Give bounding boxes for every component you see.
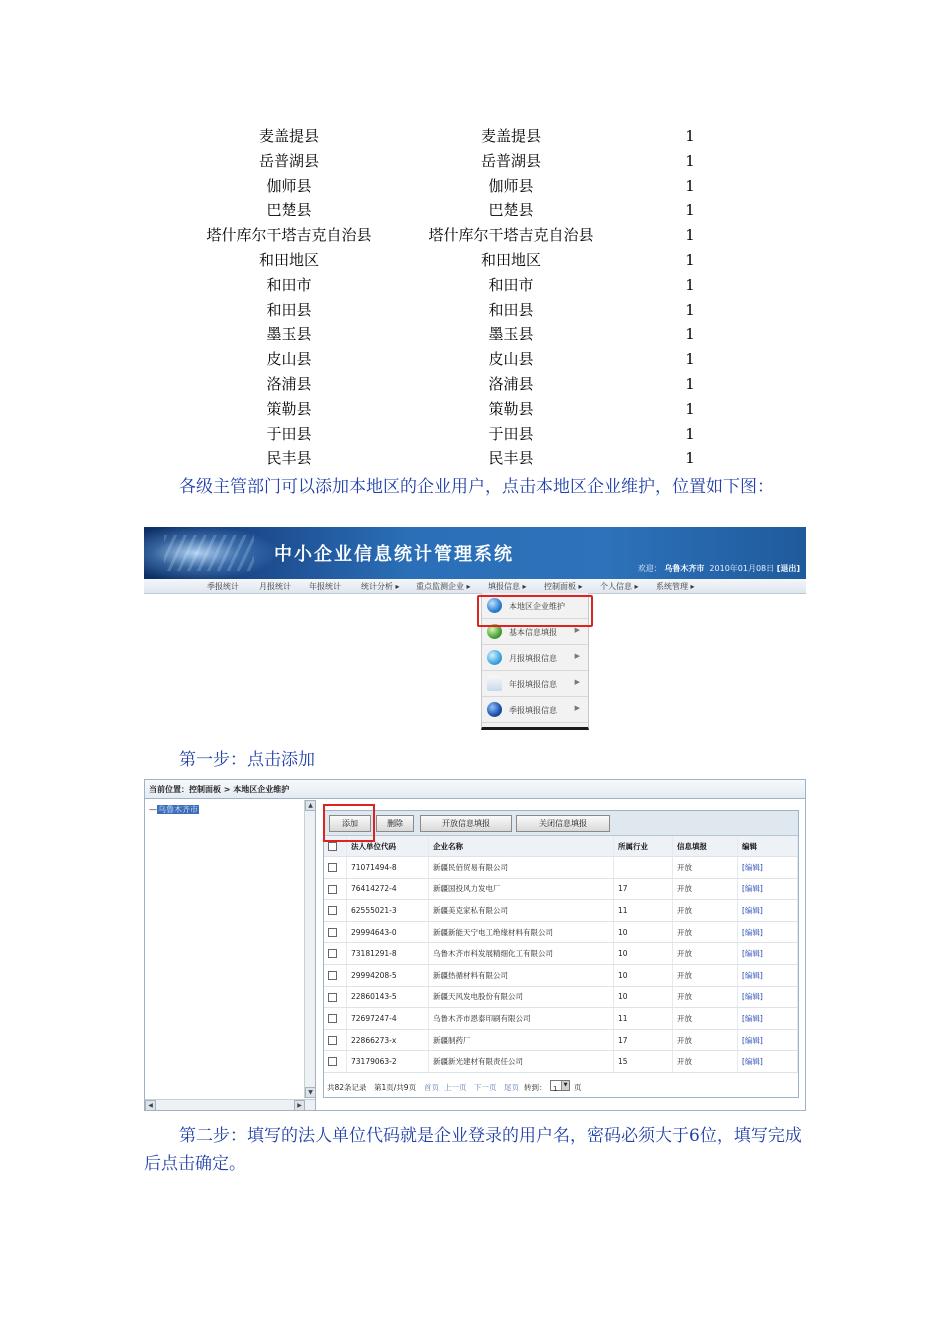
cell-name: 新疆民佰贸易有限公司 [429,857,614,879]
area-cell-region: 伽师县 [266,176,312,195]
area-cell-name: 和田地区 [480,250,541,269]
area-cell-name: 策勒县 [488,399,534,418]
welcome-bar: 欢迎： 乌鲁木齐市 2010年01月08日 [退出] [637,564,800,573]
record-count: 共82条记录 [327,1083,367,1092]
cell-name: 新疆热循材料有限公司 [429,964,614,986]
table-row[interactable] [324,921,798,943]
breadcrumb: 当前位置：控制面板 > 本地区企业维护 [145,780,805,799]
scroll-right-icon[interactable]: ▶ [294,1100,305,1111]
area-row [178,347,758,372]
cell-code: 73181291-8 [347,943,429,965]
cell-name: 新疆新能天宁电工绝缘材料有限公司 [429,921,614,943]
edit-link[interactable]: [编辑] [738,1051,798,1073]
cell-industry: 15 [614,1051,673,1073]
table-row[interactable] [324,986,798,1008]
dropdown-item-label: 年报填报信息 [509,680,557,689]
edit-link[interactable]: [编辑] [738,1029,798,1051]
cell-code: 22866273-x [347,1029,429,1051]
edit-link[interactable]: [编辑] [738,878,798,900]
area-cell-region: 策勒县 [266,399,312,418]
area-cell-region: 民丰县 [266,449,312,468]
area-cell-name: 伽师县 [488,176,534,195]
table-row[interactable] [324,857,798,879]
col-industry: 所属行业 [614,836,673,857]
area-cell-region: 洛浦县 [266,374,312,393]
cell-code: 76414272-4 [347,878,429,900]
cell-fill-status: 开放 [673,921,738,943]
tree-hscroll[interactable] [145,1099,315,1110]
scroll-down-icon[interactable]: ▼ [305,1087,316,1098]
area-row [178,174,758,199]
intro-paragraph: 各级主管部门可以添加本地区的企业用户，点击本地区企业维护，位置如下图： [179,477,774,497]
area-cell-region: 墨玉县 [266,325,312,344]
dropdown-item[interactable] [482,645,588,671]
cell-fill-status: 开放 [673,1051,738,1073]
next-page-link[interactable]: 下一页 [474,1083,497,1092]
close-fill-button[interactable]: 关闭信息填报 [516,815,610,832]
area-cell-name: 巴楚县 [488,201,534,220]
page-info: 第1页/共9页 [374,1083,417,1092]
cell-name: 新疆制药厂 [429,1029,614,1051]
row-checkbox[interactable] [324,1051,347,1073]
table-row[interactable] [324,1029,798,1051]
open-fill-button[interactable]: 开放信息填报 [420,815,512,832]
table-row[interactable] [324,1051,798,1073]
cell-name: 乌鲁木齐市科发展精细化工有限公司 [429,943,614,965]
area-cell-count: 1 [685,201,695,220]
cell-fill-status: 开放 [673,1008,738,1030]
prev-page-link[interactable]: 上一页 [444,1083,467,1092]
dropdown-item-label: 本地区企业维护 [509,602,565,611]
chevron-right-icon: ▶ [574,626,580,634]
app-banner [144,527,806,579]
last-page-link[interactable]: 尾页 [504,1083,519,1092]
dropdown-item-label: 基本信息填报 [509,628,557,637]
cell-fill-status: 开放 [673,857,738,879]
delete-button[interactable]: 删除 [376,815,414,832]
tree-vscroll[interactable] [304,800,315,1098]
cell-industry: 10 [614,943,673,965]
area-row [178,397,758,422]
area-cell-count: 1 [685,449,695,468]
edit-link[interactable]: [编辑] [738,857,798,879]
cell-code: 62555021-3 [347,900,429,922]
first-page-link[interactable]: 首页 [424,1083,439,1092]
row-checkbox[interactable] [324,921,347,943]
table-row[interactable] [324,900,798,922]
area-cell-name: 于田县 [488,424,534,443]
enterprise-table [324,836,798,1073]
pager [324,1079,798,1095]
app-title: 中小企业信息统计管理系统 [274,544,514,565]
area-row [178,198,758,223]
table-row[interactable] [324,878,798,900]
cell-industry: 10 [614,921,673,943]
area-cell-name: 洛浦县 [488,374,534,393]
nav-item[interactable]: 填报信息 ▸ [488,582,527,591]
nav-item[interactable]: 控制面板 ▸ [544,582,583,591]
area-row [178,372,758,397]
highlight-box [477,595,593,627]
area-row [178,223,758,248]
dropdown-item[interactable] [482,671,588,697]
page-unit: 页 [574,1083,582,1092]
area-cell-name: 和田县 [488,300,534,319]
cell-name: 新疆新光建材有限责任公司 [429,1051,614,1073]
area-row [178,248,758,273]
row-checkbox[interactable] [324,943,347,965]
cell-industry [614,857,673,879]
user-name: 乌鲁木齐市 [664,564,705,573]
goto-label: 转到： [524,1083,547,1092]
dropdown-item-label: 季报填报信息 [509,706,557,715]
cell-industry: 11 [614,900,673,922]
col-edit: 编辑 [738,836,798,857]
area-row [178,446,758,471]
row-checkbox[interactable] [324,878,347,900]
cell-industry: 17 [614,1029,673,1051]
cell-industry: 10 [614,986,673,1008]
row-checkbox[interactable] [324,986,347,1008]
area-cell-region: 皮山县 [266,350,312,369]
region-tree [145,800,316,1110]
area-cell-region: 麦盖提县 [258,127,319,145]
area-cell-count: 1 [685,374,695,393]
area-cell-count: 1 [685,127,695,145]
area-cell-count: 1 [685,275,695,294]
area-cell-count: 1 [685,424,695,443]
cell-fill-status: 开放 [673,986,738,1008]
area-cell-name: 和田市 [488,275,534,294]
area-cell-region: 和田地区 [258,250,319,269]
row-checkbox[interactable] [324,1008,347,1030]
area-cell-count: 1 [685,151,695,170]
area-table [178,124,758,471]
maintenance-screenshot [144,779,806,1111]
area-cell-region: 塔什库尔干塔吉克自治县 [206,226,372,245]
chevron-down-icon: ▼ [561,1081,569,1090]
row-checkbox[interactable] [324,1029,347,1051]
cell-code: 72697247-4 [347,1008,429,1030]
area-cell-name: 岳普湖县 [480,151,541,170]
firefox-icon [487,702,502,717]
toolbar [324,811,798,836]
row-checkbox[interactable] [324,857,347,879]
cell-name: 新疆美克家私有限公司 [429,900,614,922]
col-code: 法人单位代码 [347,836,429,857]
table-row[interactable] [324,943,798,965]
area-cell-region: 和田市 [266,275,312,294]
area-row [178,273,758,298]
area-cell-count: 1 [685,325,695,344]
col-fill-status: 信息填报 [673,836,738,857]
current-date: 2010年01月08日 [709,564,775,573]
scroll-up-icon[interactable]: ▲ [305,800,316,811]
menu-screenshot [144,527,806,729]
cell-code: 71071494-8 [347,857,429,879]
area-row [178,322,758,347]
chevron-right-icon: ▶ [574,704,580,712]
dropdown-item-label: 月报填报信息 [509,654,557,663]
cell-fill-status: 开放 [673,943,738,965]
table-row[interactable] [324,964,798,986]
main-nav [144,579,806,594]
area-row [178,298,758,323]
nav-item[interactable]: 统计分析 ▸ [361,582,400,591]
chevron-right-icon: ▶ [574,652,580,660]
area-cell-name: 麦盖提县 [480,127,541,145]
add-button[interactable]: 添加 [329,815,371,832]
area-cell-region: 于田县 [266,424,312,443]
edit-link[interactable]: [编辑] [738,943,798,965]
cell-fill-status: 开放 [673,1029,738,1051]
edit-link[interactable]: [编辑] [738,964,798,986]
edit-link[interactable]: [编辑] [738,900,798,922]
cell-fill-status: 开放 [673,878,738,900]
tree-node-root[interactable]: —乌鲁木齐市 [149,805,198,814]
card-icon [487,676,502,691]
cell-industry: 10 [614,964,673,986]
logout-link[interactable]: [退出] [776,564,800,573]
edit-link[interactable]: [编辑] [738,986,798,1008]
cell-industry: 11 [614,1008,673,1030]
cell-code: 22860143-5 [347,986,429,1008]
area-cell-name: 墨玉县 [488,325,534,344]
dropdown-item[interactable] [482,697,588,723]
area-cell-count: 1 [685,176,695,195]
area-cell-count: 1 [685,300,695,319]
nav-item[interactable]: 重点监测企业 ▸ [416,582,471,591]
cell-industry: 17 [614,878,673,900]
area-cell-name: 皮山县 [488,350,534,369]
step1-text: 第一步：点击添加 [179,750,315,770]
cell-fill-status: 开放 [673,900,738,922]
area-cell-name: 民丰县 [488,449,534,468]
area-cell-count: 1 [685,399,695,418]
area-cell-region: 和田县 [266,300,312,319]
area-cell-count: 1 [685,250,695,269]
enterprise-panel [323,810,799,1098]
add-highlight-box [323,804,375,842]
area-row [178,422,758,447]
area-cell-count: 1 [685,350,695,369]
cell-code: 29994643-0 [347,921,429,943]
chevron-right-icon: ▶ [574,678,580,686]
step2-text: 第二步：填写的法人单位代码就是企业登录的用户名，密码必须大于6位，填写完成后点击确定。 [144,1126,802,1174]
nav-item[interactable]: 月报统计 [259,582,291,591]
cell-name: 新疆国投风力发电厂 [429,878,614,900]
area-row [178,149,758,174]
cell-code: 29994208-5 [347,964,429,986]
area-cell-name: 塔什库尔干塔吉克自治县 [428,226,594,245]
area-cell-region: 岳普湖县 [258,151,319,170]
scroll-left-icon[interactable]: ◀ [145,1100,156,1111]
nav-item[interactable]: 系统管理 ▸ [656,582,695,591]
col-name: 企业名称 [429,836,614,857]
row-checkbox[interactable] [324,900,347,922]
nav-item[interactable]: 年报统计 [309,582,341,591]
page-select[interactable]: 1 ▼ [550,1080,570,1091]
cell-code: 73179063-2 [347,1051,429,1073]
area-cell-count: 1 [685,226,695,245]
area-row [178,124,758,149]
table-row[interactable] [324,1008,798,1030]
cell-name: 乌鲁木齐市恩泰印刷有限公司 [429,1008,614,1030]
cell-name: 新疆天风发电股份有限公司 [429,986,614,1008]
edit-link[interactable]: [编辑] [738,921,798,943]
area-cell-region: 巴楚县 [266,201,312,220]
bird-icon [487,650,502,665]
nav-item[interactable]: 个人信息 ▸ [600,582,639,591]
row-checkbox[interactable] [324,964,347,986]
nav-item[interactable]: 季报统计 [207,582,239,591]
cell-fill-status: 开放 [673,964,738,986]
edit-link[interactable]: [编辑] [738,1008,798,1030]
